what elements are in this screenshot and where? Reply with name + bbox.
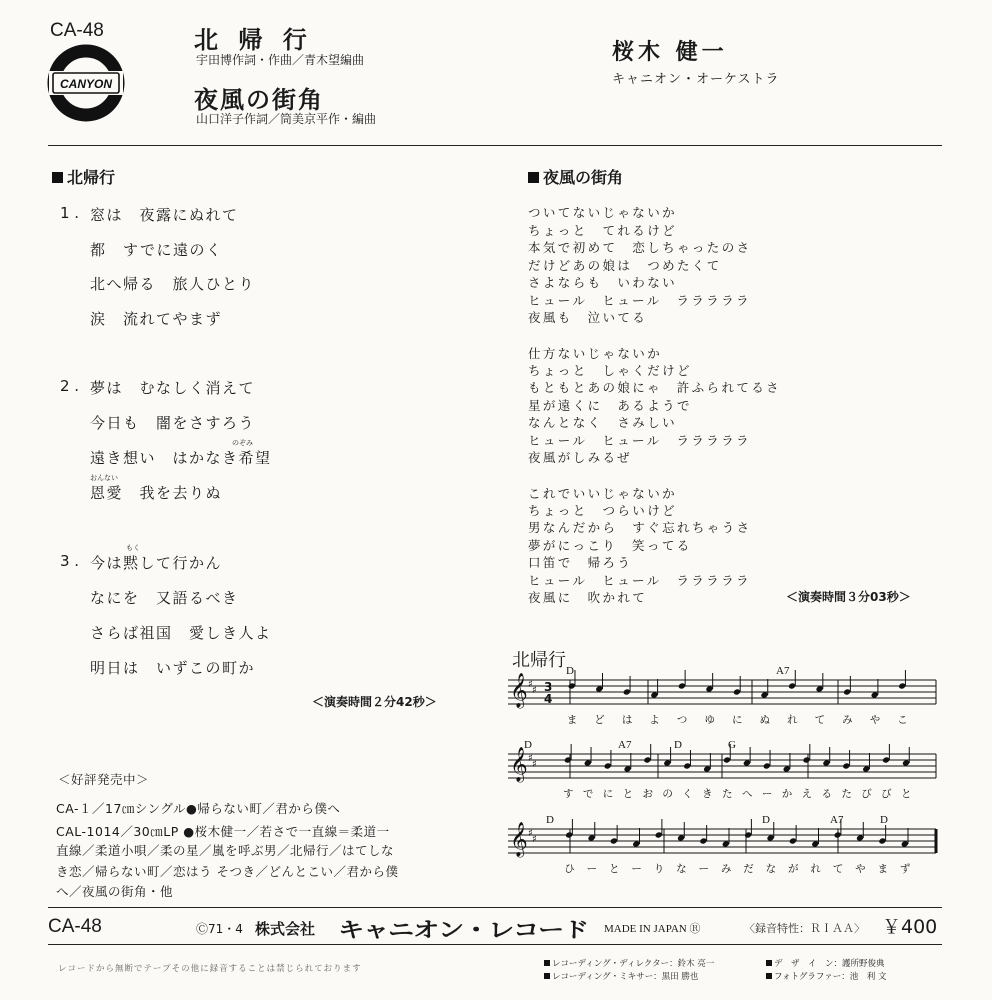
stanza-1-line: 本気で初めて 恋しちゃったのさ: [528, 240, 752, 255]
right-heading-text: 夜風の街角: [543, 168, 624, 187]
score-lyric-syllable: え: [801, 788, 813, 800]
stanza-1-line: ヒュール ヒュール ラララララ: [528, 293, 752, 308]
copyright: Ⓒ71・4: [196, 922, 243, 936]
score-lyric-syllable: き: [702, 788, 713, 800]
time-signature-bottom: 4: [544, 692, 553, 706]
promo-line: 直線／柔道小唄／柔の星／嵐を呼ぶ男／北帰行／はてしな: [56, 843, 395, 858]
chord-label: D: [880, 814, 888, 826]
verse-1-line: 都 すでに遠のく: [90, 241, 223, 259]
footer-catalog-number: CA-48: [48, 916, 102, 937]
staff-role: デ ザ イ ン：: [774, 959, 843, 969]
treble-clef-icon: 𝄞: [510, 747, 528, 782]
stanza-3-line: 夜風に 吹かれて: [528, 590, 648, 605]
chord-label: A7: [830, 814, 844, 826]
score-lyric-syllable: は: [621, 714, 633, 726]
verse-1-line: 涙 流れてやまず: [90, 310, 223, 328]
right-duration: ＜演奏時間３分03秒＞: [786, 590, 911, 604]
score-lyric-syllable: な: [765, 863, 777, 875]
score-lyric-syllable: ー: [631, 863, 642, 875]
canyon-logo: [47, 44, 125, 122]
heading-square-icon: [528, 172, 539, 183]
sheet-music: [508, 664, 942, 894]
stanza-2-line: もともとあの娘にゃ 許ふられてるさ: [528, 380, 782, 395]
verse-3-number: 3 .: [60, 552, 80, 570]
song-1-title: 北 帰 行: [194, 26, 313, 54]
score-lyric-syllable: へ: [741, 788, 753, 800]
score-lyric-syllable: び: [881, 788, 892, 800]
made-in-text: MADE IN JAPAN: [604, 923, 687, 935]
chord-label: D: [546, 814, 554, 826]
score-lyric-syllable: と: [901, 788, 912, 800]
canyon-logo-text: CANYON: [59, 77, 113, 91]
promo-line: CA-１／17㎝シングル●帰らない町／君から僕へ: [56, 801, 341, 816]
chord-label: G: [728, 739, 736, 751]
score-lyric-syllable: つ: [676, 714, 688, 726]
score-lyric-syllable: に: [602, 788, 614, 800]
key-signature-sharp: ♯: [532, 759, 537, 770]
staff-name: 護所野俊典: [842, 959, 885, 969]
chord-label: D: [674, 739, 682, 751]
verse-1-number: 1 .: [60, 204, 80, 222]
verse-2-line: 恩愛 我を去りぬ: [90, 484, 223, 502]
canyon-records-logo: キャニオン・レコード: [338, 918, 588, 942]
score-lyric-syllable: た: [722, 788, 733, 800]
verse-3-line: さらば祖国 愛しき人よ: [90, 624, 272, 642]
artist-name: 桜木 健一: [612, 40, 728, 65]
key-signature-sharp: ♯: [532, 685, 537, 696]
score-lyric-syllable: ー: [586, 863, 598, 875]
copy-notice: レコードから無断でテープその他に録音することは禁じられております: [58, 964, 362, 974]
score-lyric-syllable: ま: [566, 714, 578, 726]
score-lyric-syllable: の: [662, 788, 673, 800]
stanza-2-line: ヒュール ヒュール ラララララ: [528, 433, 752, 448]
registered-mark: Ⓡ: [689, 923, 701, 935]
footer-divider-bottom: [48, 944, 942, 945]
key-signature-sharp: ♯: [528, 679, 533, 690]
score-lyric-syllable: ひ: [564, 863, 575, 875]
time-signature-top: 3: [544, 680, 553, 694]
score-lyric-syllable: ど: [594, 714, 605, 726]
stanza-2-line: なんとなく さみしい: [528, 415, 678, 430]
footer-divider-top: [48, 907, 942, 908]
score-lyric-syllable: す: [562, 788, 574, 800]
staff-role: レコーディング・ディレクター：: [552, 959, 678, 969]
credit-square-icon: [544, 973, 550, 979]
score-lyric-syllable: だ: [743, 863, 754, 875]
song-2-title: 夜風の街角: [194, 86, 324, 114]
stanza-3-line: これでいいじゃないか: [528, 486, 678, 501]
score-lyric-syllable: よ: [649, 714, 660, 726]
score-lyric-syllable: て: [832, 863, 844, 875]
stanza-2-line: ちょっと しゃくだけど: [528, 363, 692, 378]
verse-2-line: 遠き想い はかなき希望: [90, 449, 272, 467]
score-lyric-syllable: び: [861, 788, 872, 800]
staff-credit-design: [766, 957, 885, 969]
key-signature-sharp: ♯: [528, 828, 533, 839]
ruby-moku: もく: [126, 544, 140, 552]
promo-line: へ／夜風の街角・他: [56, 884, 174, 899]
score-lyric-syllable: ゆ: [704, 714, 715, 726]
left-heading-text: 北帰行: [67, 168, 116, 187]
verse-2-line: 夢は むなしく消えて: [90, 379, 256, 397]
score-lyric-syllable: で: [582, 788, 594, 800]
left-lyrics-heading: [52, 165, 115, 188]
stanza-3-line: ちょっと つらいけど: [528, 503, 678, 518]
left-duration: ＜演奏時間２分42秒＞: [312, 695, 437, 709]
score-lyric-syllable: や: [855, 863, 866, 875]
verse-2-line: 今日も 闇をさすろう: [90, 414, 256, 432]
score-lyric-syllable: た: [841, 788, 852, 800]
riaa-curve: 〈録音特性：ＲＩＡＡ〉: [744, 922, 865, 935]
staff-name: 池 利 文: [849, 972, 887, 982]
credit-square-icon: [544, 960, 550, 966]
score-lyric-syllable: な: [676, 863, 687, 875]
song-2-credits: 山口洋子作詞／筒美京平作・編曲: [196, 112, 377, 126]
chord-label: A7: [776, 665, 790, 677]
stanza-1-line: ついてないじゃないか: [528, 205, 678, 220]
staff-name: 黒田 勝也: [661, 972, 699, 982]
made-in-japan: [604, 920, 700, 936]
score-lyric-syllable: ず: [899, 863, 911, 875]
treble-clef-icon: 𝄞: [510, 822, 528, 857]
ruby-nozomi: のぞみ: [232, 439, 253, 447]
promo-heading: ＜好評発売中＞: [58, 772, 150, 787]
score-lyric-syllable: く: [682, 788, 693, 800]
score-lyric-syllable: と: [608, 863, 620, 875]
verse-1-line: 窓は 夜露にぬれて: [90, 206, 239, 224]
staff-role: フォトグラファー：: [774, 972, 850, 982]
score-lyric-syllable: に: [732, 714, 743, 726]
verse-1-line: 北へ帰る 旅人ひとり: [90, 275, 256, 293]
verse-3-line: 今は黙して行かん: [90, 554, 223, 572]
catalog-number: CA-48: [50, 20, 104, 41]
orchestra-name: キャニオン・オーケストラ: [612, 72, 780, 87]
stanza-1-line: ちょっと てれるけど: [528, 223, 678, 238]
stanza-1-line: 夜風も 泣いてる: [528, 310, 648, 325]
stanza-1-line: さよならも いわない: [528, 275, 678, 290]
credit-square-icon: [766, 960, 772, 966]
stanza-3-line: 夢がにっこり 笑ってる: [528, 538, 692, 553]
promo-line: き恋／帰らない町／恋はう そつき／どんとこい／君から僕: [56, 864, 399, 879]
credit-square-icon: [766, 973, 772, 979]
score-lyric-syllable: み: [720, 863, 732, 875]
verse-3-line: 明日は いずこの町か: [90, 659, 256, 677]
heading-square-icon: [52, 172, 63, 183]
staff-credit-mixer: [544, 970, 698, 982]
score-lyric-syllable: り: [653, 863, 665, 875]
score-lyric-syllable: れ: [810, 863, 821, 875]
verse-3-line: なにを 又語るべき: [90, 589, 239, 607]
treble-clef-icon: 𝄞: [510, 673, 528, 708]
score-lyric-syllable: て: [814, 714, 826, 726]
score-lyric-syllable: ー: [698, 863, 709, 875]
staff-credit-photographer: [766, 970, 886, 982]
stanza-3-line: ヒュール ヒュール ラララララ: [528, 573, 752, 588]
verse-2-number: 2 .: [60, 377, 80, 395]
company-label: 株式会社: [255, 920, 316, 938]
key-signature-sharp: ♯: [532, 834, 537, 845]
chord-label: D: [524, 739, 532, 751]
staff-credit-director: [544, 957, 714, 969]
chord-label: D: [762, 814, 770, 826]
score-lyric-syllable: ぬ: [759, 714, 771, 726]
price: ￥400: [882, 916, 938, 938]
stanza-2-line: 仕方ないじゃないか: [528, 346, 663, 361]
promo-line: CAL-1014／30㎝LP ●桜木健一／若さで一直線＝柔道一: [56, 824, 390, 839]
stanza-2-line: 星が遠くに あるようで: [528, 398, 692, 413]
staff-name: 鈴木 亮一: [677, 959, 715, 969]
score-title: 北帰行: [512, 650, 566, 671]
key-signature-sharp: ♯: [528, 753, 533, 764]
score-lyric-syllable: み: [842, 714, 853, 726]
score-lyric-syllable: お: [642, 788, 653, 800]
chord-label: A7: [618, 739, 632, 751]
score-lyric-syllable: れ: [787, 714, 798, 726]
chord-label: D: [566, 665, 574, 677]
score-lyric-syllable: と: [622, 788, 634, 800]
score-lyric-syllable: る: [821, 788, 832, 800]
header-divider: [48, 145, 942, 146]
score-lyric-syllable: や: [869, 714, 881, 726]
song-1-credits: 宇田博作詞・作曲／青木望編曲: [196, 53, 365, 67]
stanza-2-line: 夜風がしみるぜ: [528, 450, 632, 465]
ruby-onai: おんない: [90, 474, 118, 482]
score-lyric-syllable: が: [787, 863, 799, 875]
staff-role: レコーディング・ミキサー：: [552, 972, 662, 982]
score-lyric-syllable: ま: [877, 863, 888, 875]
score-lyric-syllable: か: [781, 788, 793, 800]
score-lyric-syllable: ー: [761, 788, 773, 800]
right-lyrics-heading: [528, 165, 623, 188]
stanza-3-line: 男なんだから すぐ忘れちゃうさ: [528, 520, 752, 535]
stanza-3-line: 口笛で 帰ろう: [528, 555, 633, 570]
score-lyric-syllable: こ: [897, 714, 908, 726]
stanza-1-line: だけどあの娘は つめたくて: [528, 258, 722, 273]
